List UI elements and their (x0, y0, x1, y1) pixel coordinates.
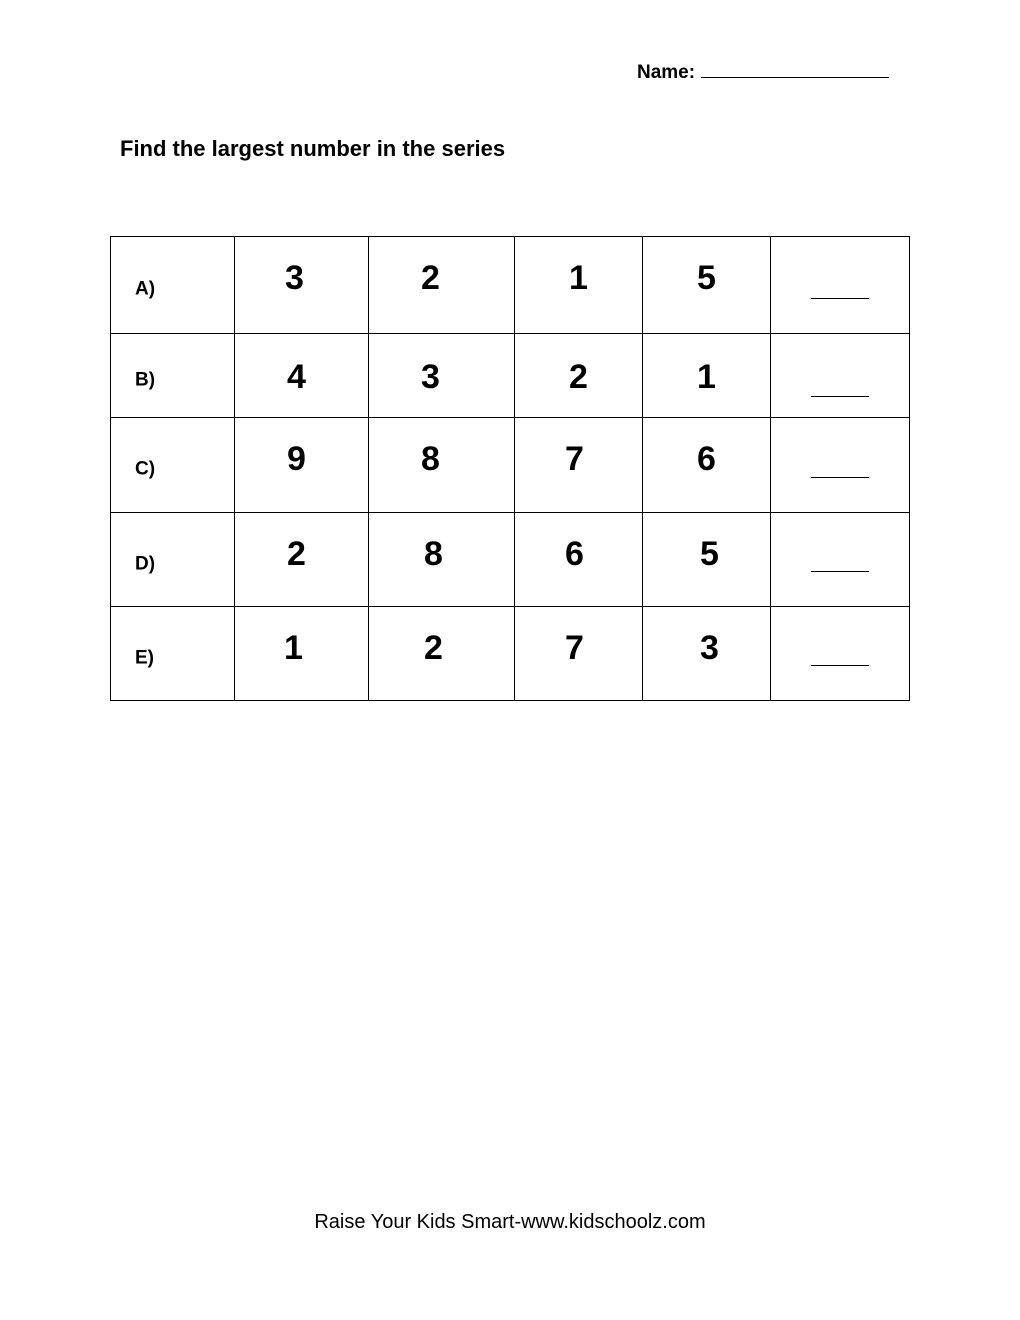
series-number: 2 (424, 629, 443, 667)
number-cell (369, 237, 515, 334)
series-number: 1 (569, 259, 588, 297)
answer-cell[interactable] (771, 418, 910, 513)
number-cell (369, 334, 515, 418)
number-cell (643, 418, 771, 513)
instruction-heading: Find the largest number in the series (120, 136, 506, 161)
number-series-table (110, 236, 910, 701)
series-number: 3 (421, 358, 440, 396)
number-cell (643, 334, 771, 418)
series-number: 1 (284, 629, 303, 667)
series-number: 7 (565, 629, 584, 667)
series-number: 3 (285, 259, 304, 297)
series-number: 1 (697, 358, 716, 396)
row-label-cell (111, 607, 235, 701)
footer-credit: Raise Your Kids Smart-www.kidschoolz.com (314, 1211, 706, 1233)
row-label: C) (135, 458, 156, 480)
number-cell (515, 237, 643, 334)
answer-blank[interactable] (811, 665, 869, 666)
series-number: 4 (287, 358, 306, 396)
number-cell (235, 607, 369, 701)
table-row (111, 513, 910, 607)
answer-cell[interactable] (771, 513, 910, 607)
series-number: 8 (424, 535, 443, 573)
answer-cell[interactable] (771, 334, 910, 418)
number-cell (369, 513, 515, 607)
number-cell (515, 418, 643, 513)
series-number: 2 (421, 259, 440, 297)
answer-cell[interactable] (771, 237, 910, 334)
number-cell (369, 418, 515, 513)
table-row (111, 607, 910, 701)
number-cell (515, 334, 643, 418)
table-row (111, 334, 910, 418)
name-label: Name: (637, 62, 696, 83)
series-number: 6 (697, 440, 716, 478)
number-cell (515, 607, 643, 701)
answer-cell[interactable] (771, 607, 910, 701)
series-number: 8 (421, 440, 440, 478)
row-label: E) (135, 646, 154, 668)
table-row (111, 418, 910, 513)
table-row (111, 237, 910, 334)
row-label: D) (135, 552, 156, 574)
series-number: 5 (700, 535, 719, 573)
series-number: 2 (569, 358, 588, 396)
number-cell (515, 513, 643, 607)
answer-blank[interactable] (811, 477, 869, 478)
row-label: B) (135, 368, 156, 390)
series-number: 3 (700, 629, 719, 667)
row-label: A) (135, 278, 156, 300)
number-cell (369, 607, 515, 701)
answer-blank[interactable] (811, 396, 869, 397)
row-label-cell (111, 513, 235, 607)
series-number: 5 (697, 259, 716, 297)
number-cell (643, 607, 771, 701)
answer-blank[interactable] (811, 571, 869, 572)
number-cell (643, 513, 771, 607)
series-number: 7 (565, 440, 584, 478)
row-label-cell (111, 237, 235, 334)
answer-blank[interactable] (811, 298, 869, 299)
series-number: 2 (287, 535, 306, 573)
number-cell (643, 237, 771, 334)
number-cell (235, 513, 369, 607)
series-number: 6 (565, 535, 584, 573)
series-number: 9 (287, 440, 306, 478)
row-label-cell (111, 334, 235, 418)
name-blank-line[interactable] (701, 63, 889, 78)
row-label-cell (111, 418, 235, 513)
name-field (637, 62, 889, 84)
